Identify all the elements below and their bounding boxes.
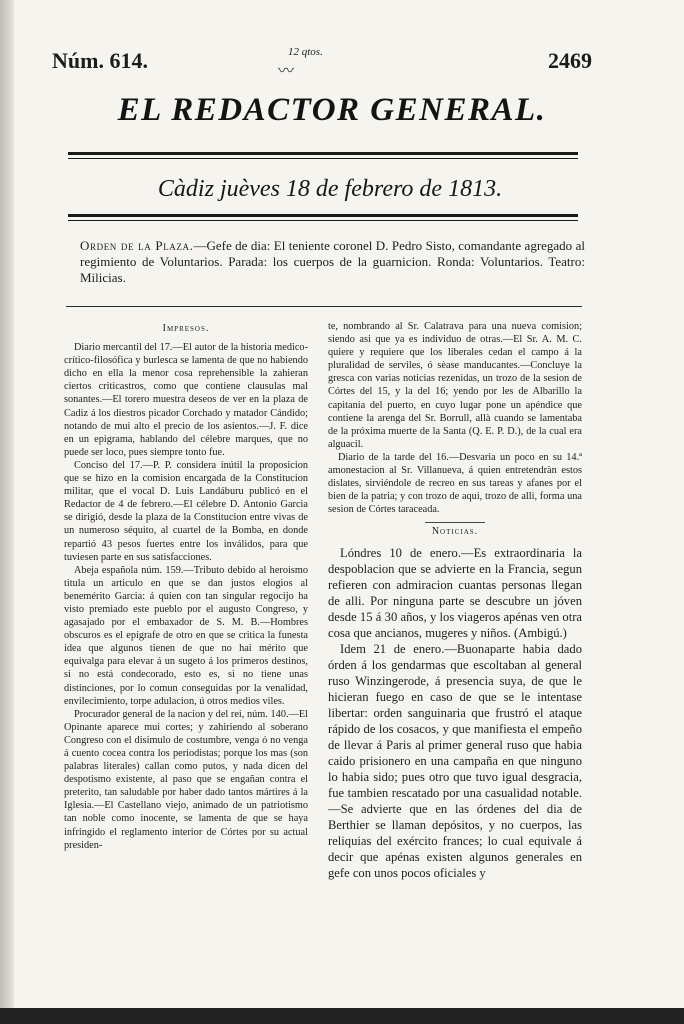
page-bottom-edge <box>0 1008 684 1024</box>
impresos-paragraph: Diario de la tarde del 16.—Desvaria un poco en su 14.ª amonestacion al Sr. Villanueva, á quien entretendràn estos dislates, sirviéndole de recreo en sus tareas y afanes por el bien de la patria; y con trozo de aqui, trozo de alli, forma una sesion de Córtes taraceada. <box>328 451 582 516</box>
title-rule <box>68 152 578 159</box>
dateline-rule <box>68 214 578 221</box>
dateline: Càdiz juèves 18 de febrero de 1813. <box>157 176 503 202</box>
orden-text: —Gefe de dia: El teniente coronel D. Pedro Sisto, comandante agregado al regimiento de Voluntarios. Parada: los cuerpos de la guarnicion. Ronda: Voluntarios. Teatro: Milicias. <box>80 238 585 285</box>
right-column <box>328 320 582 881</box>
impresos-paragraph: Diario mercantil del 17.—El autor de la historia medico-crítico-filosófica y burlesca se lamenta de que no habiendo dicho en ella la menor cosa reprehensible la zahieran ciertos criticastros, como que contiene clausulas mal sonantes.—El torero muestra deseos de ver en la plaza de Cadiz á los diestros picador Corchado y matador Cándido; notando de mui alto el precio de los asientos.—J. F. dice en un epigrama, hablando del célebre marques, que no puede ser loco, pues siempre tonto fue. <box>64 342 308 458</box>
flourish-ornament: 〰 <box>278 63 295 80</box>
impresos-paragraph-continued: te, nombrando al Sr. Calatrava para una nueva comision; siendo asi que ya es individuo de otras.—El Sr. A. M. C. quiere y requiere que los liberales cedan el campo á la pluralidad de serviles, ó sèase manducantes.—Concluye la gresca con varias noticias rezenidas, un trozo de la sesion de Córtes del 15, y la del 16; yendo por les de Albarillo la capitania del puerto, en cuyo lugar pone un apéndice que contiene la arenga del Sr. Borrull, allà cuando se lamentaba de la próxima muerte de la Santa (Q. E. P. D.), de la cual era alguacil. <box>328 321 582 450</box>
noticias-paragraph: Idem 21 de enero.—Buonaparte habia dado órden á los gendarmas que escoltaban al general ruso Winzingerode, á presencia suya, de que le hicieran fuego en caso de que se le intentase libertar: orden sanguinaria que frustró el ataque rápido de los cosacos, y que manifiesta el empeño de llevar á Paris al primer general ruso que habia caido prisionero en una campaña en que ninguno lo habia sido; pues otro que tuvo igual desgracia, fue tambien rescatado por una casualidad notable.—Se advierte que en las órdenes del dia de Berthier se llaman depósitos, y no cuerpos, las reliquias del exército frances; lo cual equivale á decir que apénas existen algunos generales en gefe con unos pocos oficiales y <box>328 641 582 880</box>
orden-lead: Orden de la Plaza. <box>80 238 194 253</box>
impresos-paragraph: Conciso del 17.—P. P. considera inútil la proposicion que se hizo en la comision encargada de la Constitucion militar, que el vocal D. Luis Landáburu publicó en el Redactor de 4 de febrero.—El célebre D. Antonio Garcia se dirigió, desde la plaza de la Constitucion entre vivas de un numeroso séquito, al cuartel de la Bomba, en donde repartió 43 pesos fuertes entre los inválidos, para que tuviesen parte en sus satisfacciones. <box>64 459 308 563</box>
page-left-edge <box>0 0 14 1024</box>
left-column <box>64 320 308 852</box>
orden-de-la-plaza <box>80 238 585 286</box>
noticias-block <box>328 545 582 881</box>
newspaper-title: EL REDACTOR GENERAL. <box>117 92 547 128</box>
page-number: 2469 <box>548 48 592 73</box>
impresos-heading: Impresos. <box>162 323 210 334</box>
masthead-row <box>52 46 592 80</box>
impresos-paragraph: Abeja española núm. 159.—Tributo debido al heroismo titula un articulo en que se dan justos elogios al benemérito Garcia: á quien con tan singular regocijo ha visto premiado este pueblo por el augusto Congreso, y agasajado por el embaxador de S. M. B.—Hombres obscuros es el epígrafe de otro en que se critica la funesta idea que algunos tienen de que no hai mérito que equivalga para elevar á un sugeto á los primeros destinos, si no está condecorado, esto es, si no tiene unas distinciones, por lo comun conseguidas por la venalidad, envilecimiento, torpe adulacion, ú otros medios viles. <box>64 564 308 707</box>
section-rule <box>66 306 582 307</box>
impresos-paragraph: Procurador general de la nacion y del rei, núm. 140.—El Opinante aparece mui cortes; y zahiriendo al soberano Congreso con el disimulo de costumbre, venga ó no venga á cuento cocea contra los periodistas; porque los mas (son palabras literales) callan como putos, y nada dicen del despotismo existente, al paso que se engañan contra el preterito, tan saludable por haber dado tantos mártires á la Iglesia.—El Castellano viejo, animado de un patriotismo tan noble como inocente, se lamenta de que se haya infringido el reglamento interior de Córtes por su actual presiden- <box>64 708 308 851</box>
issue-price: 12 qtos. <box>288 46 323 58</box>
noticias-heading: Noticias. <box>425 522 485 538</box>
noticias-paragraph: Lóndres 10 de enero.—Es extraordinaria la despoblacion que se advierte en la Francia, segun refieren con admiracion cuantas personas llegan de alli. Por ninguna parte se descubre un jóven desde 15 á 30 años, y los viageros apénas ven otra cosa que ancianos, mugeres y niños. (Ambigú.) <box>328 545 582 640</box>
issue-number: Núm. 614. <box>52 48 148 73</box>
